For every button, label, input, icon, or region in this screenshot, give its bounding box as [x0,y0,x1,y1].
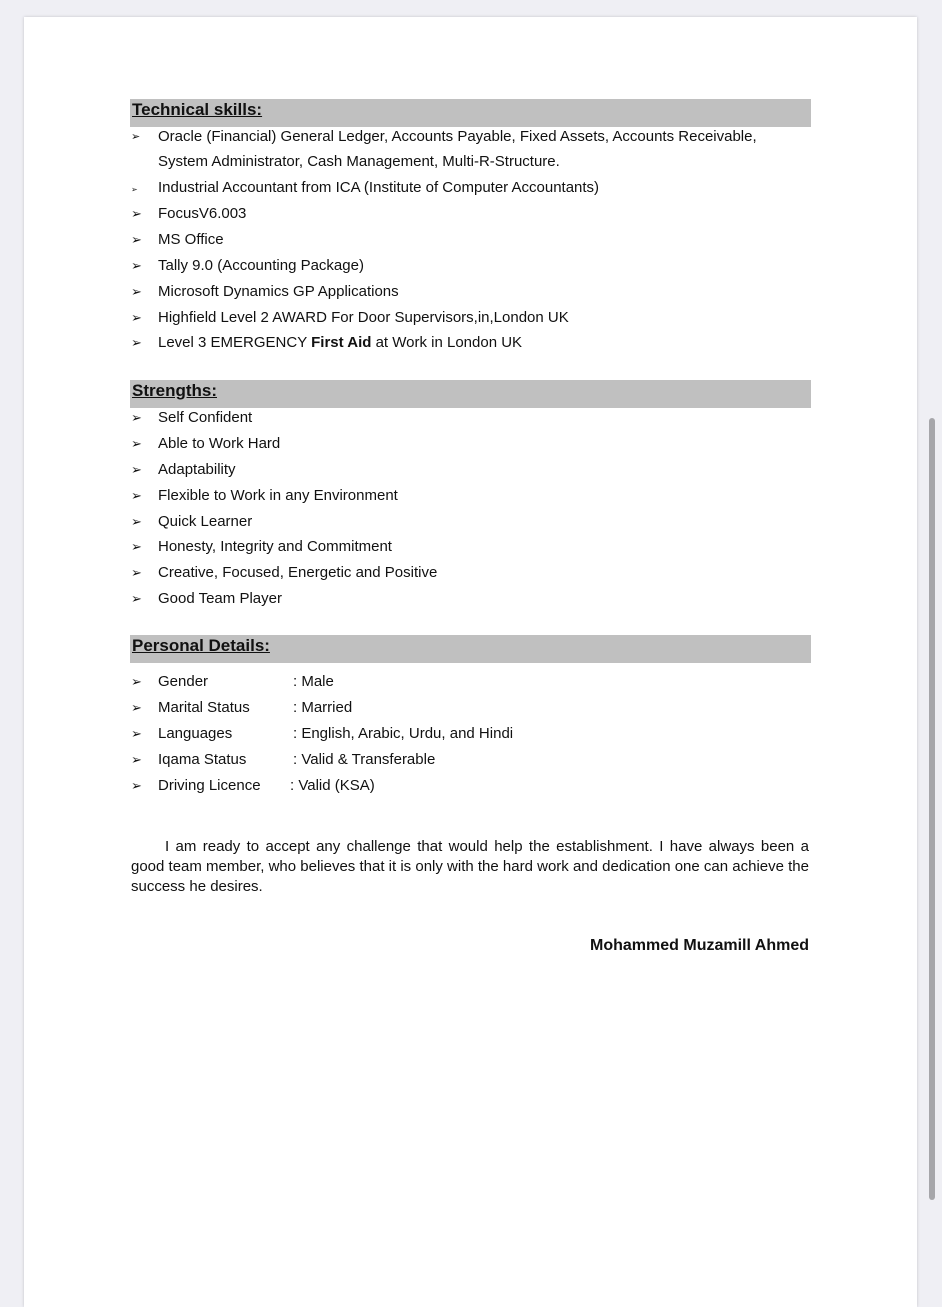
personal-details-title: Personal Details: [132,636,270,655]
strength-item: Creative, Focused, Energetic and Positive [158,564,438,581]
detail-label-marital-status: Marital Status [158,699,250,716]
technical-skills-header [130,99,811,127]
closing-paragraph: I am ready to accept any challenge that would help the establishment. I have always been a good team member, who believes that it is only with the hard work and dedication one can achieve the success he desires. [131,838,809,895]
bullet-icon: ➢ [131,488,142,503]
detail-label-iqama-status: Iqama Status [158,751,247,768]
technical-skill-item: FocusV6.003 [158,205,247,222]
strength-item: Honesty, Integrity and Commitment [158,538,392,555]
technical-skills-title: Technical skills: [132,100,263,119]
vertical-scrollbar[interactable] [929,418,935,1200]
bullet-icon: ➢ [131,752,142,767]
detail-value-languages: : English, Arabic, Urdu, and Hindi [293,725,514,742]
bullet-icon: ➢ [131,310,142,325]
technical-skill-item: Oracle (Financial) General Ledger, Accounts Payable, Fixed Assets, Accounts Receivable, [158,128,757,145]
technical-skill-item [158,333,522,353]
detail-value-marital-status: : Married [293,699,353,716]
strength-item: Quick Learner [158,513,253,530]
first-aid-bold: First Aid [311,334,372,351]
bullet-icon: ➢ [131,284,142,299]
strength-item: Able to Work Hard [158,435,281,452]
bullet-icon: ➢ [131,206,142,221]
first-aid-suffix: at Work in London UK [371,334,523,351]
bullet-icon: ➢ [131,565,142,580]
bullet-icon: ➢ [131,539,142,554]
bullet-icon: ➢ [131,778,142,793]
signature-name: Mohammed Muzamill Ahmed [590,937,809,954]
detail-label-driving-licence: Driving Licence [158,777,261,794]
first-aid-prefix: Level 3 EMERGENCY [158,334,312,351]
strength-item: Adaptability [158,461,236,478]
bullet-icon: ➢ [131,232,142,247]
technical-skill-item: MS Office [158,231,224,248]
detail-value-iqama-status: : Valid & Transferable [293,751,436,768]
technical-skill-item: Tally 9.0 (Accounting Package) [158,257,364,274]
bullet-icon: ➢ [131,700,142,715]
bullet-icon: ➢ [131,185,138,194]
bullet-icon: ➢ [131,591,142,606]
detail-value-driving-licence: : Valid (KSA) [290,777,375,794]
bullet-icon: ➢ [131,131,141,143]
strength-item: Good Team Player [158,590,282,607]
personal-details-header [130,635,811,663]
strengths-title: Strengths: [132,381,217,400]
technical-skill-item-continued: System Administrator, Cash Management, Multi-R-Structure. [158,153,560,170]
bullet-icon: ➢ [131,726,142,741]
strength-item: Self Confident [158,409,253,426]
strength-item: Flexible to Work in any Environment [158,487,398,504]
technical-skill-item: Industrial Accountant from ICA (Institute of Computer Accountants) [158,179,600,196]
bullet-icon: ➢ [131,514,142,529]
detail-label-languages: Languages [158,725,233,742]
strengths-header [130,380,811,408]
bullet-icon: ➢ [131,436,142,451]
bullet-icon: ➢ [131,258,142,273]
bullet-icon: ➢ [131,335,142,350]
detail-label-gender: Gender [158,673,209,690]
detail-value-gender: : Male [293,673,334,690]
bullet-icon: ➢ [131,462,142,477]
bullet-icon: ➢ [131,410,142,425]
bullet-icon: ➢ [131,674,142,689]
technical-skill-item: Highfield Level 2 AWARD For Door Supervisors,in,London UK [158,309,569,326]
technical-skill-item: Microsoft Dynamics GP Applications [158,283,399,300]
